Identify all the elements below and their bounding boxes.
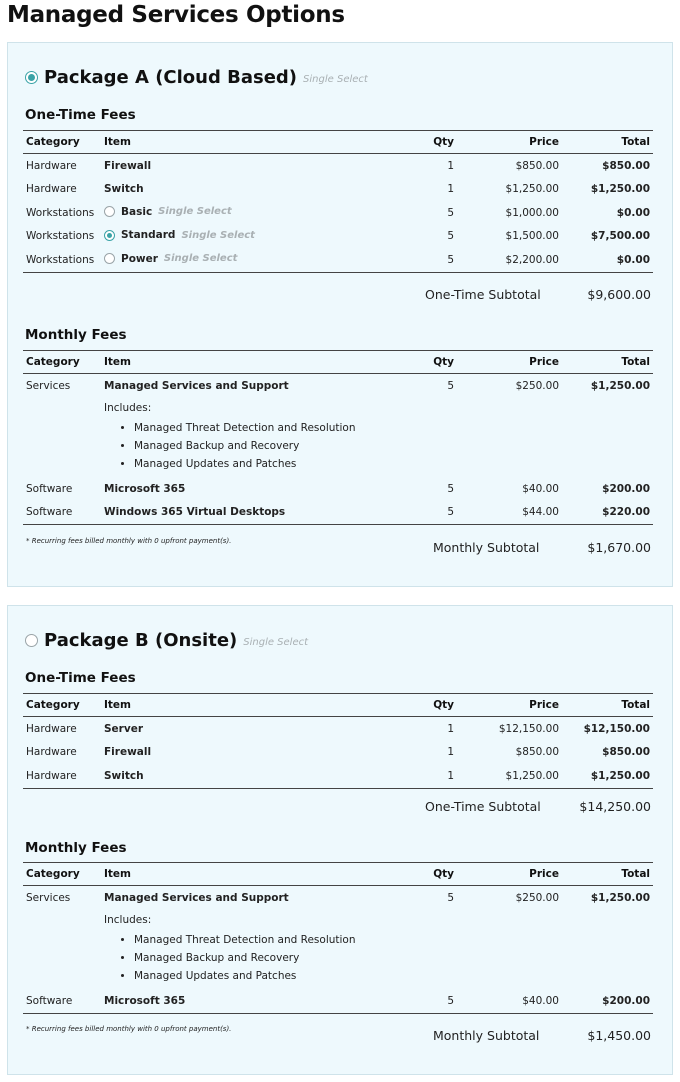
col-qty: Qty [411, 351, 470, 374]
row-category: Workstations [26, 206, 95, 219]
includes-block [104, 402, 408, 473]
row-qty: 5 [447, 230, 454, 243]
row-item [101, 886, 411, 990]
single-select-hint: Single Select [243, 636, 309, 648]
row-price: $2,200.00 [470, 248, 562, 272]
row-category: Hardware [26, 183, 77, 196]
col-item: Item [101, 131, 411, 154]
row-total: $850.00 [602, 746, 650, 759]
table-row [23, 501, 653, 525]
table-header-row [23, 863, 653, 886]
row-category: Services [26, 892, 71, 904]
row-item: Firewall [104, 746, 152, 759]
row-total: $1,250.00 [590, 892, 650, 904]
workstation-option-basic[interactable] [104, 206, 232, 218]
row-qty: 1 [447, 722, 454, 735]
row-total: $0.00 [616, 206, 650, 219]
row-qty: 1 [447, 183, 454, 196]
row-item: Microsoft 365 [104, 482, 186, 495]
col-price: Price [470, 694, 562, 717]
option-radio-standard[interactable] [104, 230, 115, 241]
col-category: Category [23, 131, 101, 154]
row-category: Services [26, 380, 71, 392]
package-a-monthly-subtotal [8, 540, 674, 558]
package-b-title: Package B (Onsite) [44, 629, 238, 651]
table-header-row [23, 694, 653, 717]
workstation-option-power[interactable] [104, 253, 237, 265]
col-item: Item [101, 351, 411, 374]
subtotal-value: $1,670.00 [587, 540, 651, 555]
row-price: $44.00 [470, 501, 562, 525]
row-qty: 5 [447, 380, 454, 392]
option-label: Power [121, 252, 158, 265]
row-category: Workstations [23, 248, 101, 272]
row-item-option[interactable] [101, 201, 411, 225]
row-item: Windows 365 Virtual Desktops [101, 501, 411, 525]
row-item: Switch [101, 764, 411, 788]
row-item-name: Managed Services and Support [104, 892, 289, 904]
subtotal-value: $9,600.00 [587, 287, 651, 302]
row-qty: 5 [447, 892, 454, 904]
col-item: Item [101, 863, 411, 886]
row-price: $850.00 [515, 746, 559, 759]
package-b-monthly-subtotal [8, 1028, 674, 1046]
row-total: $220.00 [562, 501, 653, 525]
row-item: Microsoft 365 [101, 989, 411, 1013]
row-price: $1,250.00 [505, 183, 559, 196]
option-label: Basic [121, 205, 153, 218]
table-row [23, 886, 653, 990]
col-item: Item [101, 694, 411, 717]
col-total: Total [562, 131, 653, 154]
package-a-monthly-table [23, 350, 653, 525]
col-total: Total [562, 863, 653, 886]
monthly-fees-heading: Monthly Fees [25, 840, 127, 856]
includes-label: Includes: [104, 402, 152, 414]
row-price: $850.00 [515, 159, 559, 172]
workstation-option-standard[interactable] [104, 229, 255, 241]
row-item-option[interactable] [101, 225, 411, 249]
row-total: $1,250.00 [590, 380, 650, 392]
package-b-one-time-table [23, 693, 653, 789]
row-price: $40.00 [522, 482, 559, 495]
subtotal-label: One-Time Subtotal [425, 287, 541, 302]
table-row [23, 178, 653, 202]
one-time-fees-heading: One-Time Fees [25, 107, 136, 123]
package-a-title: Package A (Cloud Based) [44, 66, 298, 88]
row-total: $12,150.00 [583, 722, 650, 735]
package-a-radio[interactable] [25, 71, 38, 84]
row-category: Hardware [26, 722, 77, 735]
row-category: Software [23, 989, 101, 1013]
single-select-hint: Single Select [163, 253, 238, 264]
table-row [23, 374, 653, 478]
row-total: $200.00 [562, 989, 653, 1013]
row-qty: 1 [447, 746, 454, 759]
col-total: Total [562, 351, 653, 374]
package-a-one-time-table [23, 130, 653, 273]
row-qty: 5 [411, 989, 470, 1013]
row-total: $200.00 [602, 482, 650, 495]
row-price: $1,000.00 [505, 206, 559, 219]
list-item: • Managed Threat Detection and Resolution [134, 419, 408, 437]
col-qty: Qty [411, 131, 470, 154]
col-qty: Qty [411, 863, 470, 886]
row-qty: 5 [411, 248, 470, 272]
list-item: • Managed Backup and Recovery [134, 949, 408, 967]
package-b-radio[interactable] [25, 634, 38, 647]
subtotal-label: Monthly Subtotal [433, 1028, 540, 1043]
package-b-card [7, 605, 673, 1075]
list-item: • Managed Updates and Patches [134, 455, 408, 473]
col-price: Price [470, 131, 562, 154]
col-price: Price [470, 863, 562, 886]
package-b-one-time-subtotal [8, 799, 674, 817]
recurring-fees-footnote: * Recurring fees billed monthly with 0 upfront payment(s). [26, 1025, 232, 1033]
row-price: $40.00 [470, 989, 562, 1013]
row-category: Software [23, 501, 101, 525]
subtotal-label: Monthly Subtotal [433, 540, 540, 555]
subtotal-value: $1,450.00 [587, 1028, 651, 1043]
col-category: Category [23, 694, 101, 717]
row-total: $850.00 [602, 159, 650, 172]
row-price: $250.00 [515, 380, 559, 392]
row-qty: 1 [447, 159, 454, 172]
list-item: • Managed Updates and Patches [134, 967, 408, 985]
col-category: Category [23, 351, 101, 374]
col-qty: Qty [411, 694, 470, 717]
package-a-one-time-subtotal [8, 287, 674, 305]
includes-list [104, 419, 408, 473]
one-time-fees-heading: One-Time Fees [25, 670, 136, 686]
includes-label: Includes: [104, 914, 152, 926]
single-select-hint: Single Select [303, 73, 368, 85]
monthly-fees-heading: Monthly Fees [25, 327, 127, 343]
option-label: Standard [121, 229, 176, 241]
table-row [23, 741, 653, 765]
col-price: Price [470, 351, 562, 374]
row-item: Server [104, 722, 144, 735]
table-row [23, 201, 653, 225]
row-category: Workstations [26, 230, 95, 243]
table-header-row [23, 131, 653, 154]
col-total: Total [562, 694, 653, 717]
row-price: $1,250.00 [470, 764, 562, 788]
row-category: Hardware [26, 159, 77, 172]
row-item: Firewall [104, 159, 152, 172]
row-total: $7,500.00 [590, 230, 650, 243]
row-item-option[interactable] [101, 248, 411, 272]
col-category: Category [23, 863, 101, 886]
row-price: $250.00 [515, 892, 559, 904]
row-price: $12,150.00 [498, 722, 559, 735]
row-price: $1,500.00 [505, 230, 559, 243]
table-row [23, 248, 653, 272]
option-radio-power[interactable] [104, 253, 115, 264]
subtotal-label: One-Time Subtotal [425, 799, 541, 814]
recurring-fees-footnote: * Recurring fees billed monthly with 0 upfront payment(s). [26, 537, 232, 545]
table-row [23, 989, 653, 1013]
row-category: Hardware [26, 746, 77, 759]
table-row [23, 764, 653, 788]
single-select-hint: Single Select [158, 206, 232, 217]
row-item [101, 374, 411, 478]
table-row [23, 717, 653, 741]
row-total: $0.00 [562, 248, 653, 272]
row-category: Hardware [23, 764, 101, 788]
includes-block [104, 914, 408, 985]
single-select-hint: Single Select [181, 229, 255, 241]
table-row [23, 225, 653, 249]
table-header-row [23, 351, 653, 374]
package-a-header[interactable] [25, 63, 368, 91]
row-qty: 1 [411, 764, 470, 788]
row-total: $1,250.00 [590, 183, 650, 196]
table-row [23, 154, 653, 178]
list-item: • Managed Backup and Recovery [134, 437, 408, 455]
list-item: • Managed Threat Detection and Resolution [134, 931, 408, 949]
package-b-header[interactable] [25, 626, 308, 654]
package-a-card [7, 42, 673, 587]
package-b-monthly-table [23, 862, 653, 1014]
includes-list [104, 931, 408, 985]
row-qty: 5 [447, 206, 454, 219]
option-radio-basic[interactable] [104, 206, 115, 217]
page-title: Managed Services Options [7, 2, 345, 28]
row-item: Switch [104, 183, 144, 196]
row-qty: 5 [411, 501, 470, 525]
table-row [23, 477, 653, 501]
subtotal-value: $14,250.00 [579, 799, 651, 814]
row-total: $1,250.00 [562, 764, 653, 788]
row-qty: 5 [447, 482, 454, 495]
row-item-name: Managed Services and Support [104, 380, 289, 392]
row-category: Software [26, 482, 73, 495]
